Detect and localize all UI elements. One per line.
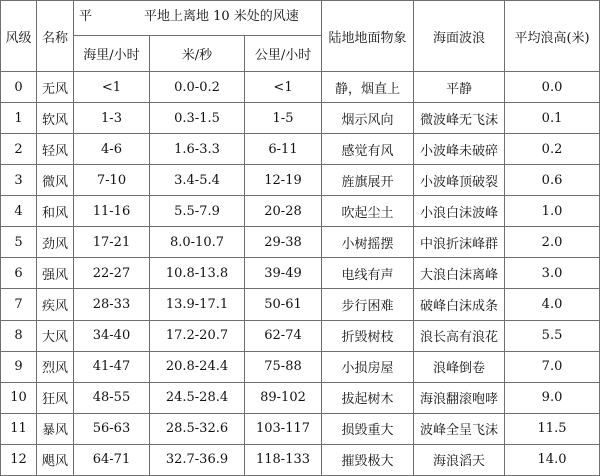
cell-wave: 0.2 bbox=[505, 134, 600, 165]
cell-knots: 11-16 bbox=[74, 196, 150, 227]
cell-mps: 10.8-13.8 bbox=[150, 258, 245, 289]
cell-knots: 56-63 bbox=[74, 413, 150, 444]
cell-mps: 20.8-24.4 bbox=[150, 351, 245, 382]
table-row bbox=[1, 320, 600, 351]
cell-wave: 0.0 bbox=[505, 72, 600, 103]
cell-wave: 2.0 bbox=[505, 227, 600, 258]
cell-kmh: 89-102 bbox=[245, 382, 322, 413]
cell-level: 7 bbox=[1, 289, 37, 320]
cell-level: 12 bbox=[1, 444, 37, 475]
table-row bbox=[1, 444, 600, 475]
cell-level: 1 bbox=[1, 103, 37, 134]
cell-land: 感觉有风 bbox=[322, 134, 414, 165]
cell-knots: 41-47 bbox=[74, 351, 150, 382]
cell-land: 静，烟直上 bbox=[322, 72, 414, 103]
table-row bbox=[1, 258, 600, 289]
cell-land: 摧毁极大 bbox=[322, 444, 414, 475]
cell-land: 小损房屋 bbox=[322, 351, 414, 382]
cell-level: 8 bbox=[1, 320, 37, 351]
header-wave: 平均浪高(米) bbox=[505, 1, 600, 72]
cell-kmh: 62-74 bbox=[245, 320, 322, 351]
cell-wave: 3.0 bbox=[505, 258, 600, 289]
cell-mps: 24.5-28.4 bbox=[150, 382, 245, 413]
cell-mps: 28.5-32.6 bbox=[150, 413, 245, 444]
cell-kmh: 6-11 bbox=[245, 134, 322, 165]
cell-name: 暴风 bbox=[37, 413, 74, 444]
cell-knots: 28-33 bbox=[74, 289, 150, 320]
cell-mps: 5.5-7.9 bbox=[150, 196, 245, 227]
header-speed-title: 平地上离地 10 米处的风速 bbox=[144, 9, 299, 24]
cell-knots: <1 bbox=[74, 72, 150, 103]
cell-name: 大风 bbox=[37, 320, 74, 351]
table-row bbox=[1, 72, 600, 103]
table-row bbox=[1, 382, 600, 413]
header-sea: 海面波浪 bbox=[414, 1, 505, 72]
cell-kmh: <1 bbox=[245, 72, 322, 103]
cell-sea: 大浪白沫离峰 bbox=[414, 258, 505, 289]
cell-sea: 小波峰顶破裂 bbox=[414, 165, 505, 196]
cell-name: 轻风 bbox=[37, 134, 74, 165]
cell-knots: 48-55 bbox=[74, 382, 150, 413]
header-land: 陆地地面物象 bbox=[322, 1, 414, 72]
cell-kmh: 103-117 bbox=[245, 413, 322, 444]
cell-knots: 1-3 bbox=[74, 103, 150, 134]
cell-land: 损毁重大 bbox=[322, 413, 414, 444]
cell-mps: 13.9-17.1 bbox=[150, 289, 245, 320]
header-speed-group bbox=[74, 1, 322, 36]
cell-knots: 64-71 bbox=[74, 444, 150, 475]
table-row bbox=[1, 196, 600, 227]
cell-kmh: 75-88 bbox=[245, 351, 322, 382]
cell-wave: 14.0 bbox=[505, 444, 600, 475]
cell-level: 5 bbox=[1, 227, 37, 258]
cell-mps: 32.7-36.9 bbox=[150, 444, 245, 475]
cell-knots: 17-21 bbox=[74, 227, 150, 258]
cell-wave: 1.0 bbox=[505, 196, 600, 227]
cell-name: 烈风 bbox=[37, 351, 74, 382]
cell-land: 烟示风向 bbox=[322, 103, 414, 134]
header-knots: 海里/小时 bbox=[74, 36, 150, 72]
cell-land: 拔起树木 bbox=[322, 382, 414, 413]
cell-level: 11 bbox=[1, 413, 37, 444]
cell-level: 10 bbox=[1, 382, 37, 413]
cell-name: 软风 bbox=[37, 103, 74, 134]
cell-sea: 破峰白沫成条 bbox=[414, 289, 505, 320]
table-row bbox=[1, 227, 600, 258]
cell-name: 狂风 bbox=[37, 382, 74, 413]
cell-kmh: 50-61 bbox=[245, 289, 322, 320]
cell-mps: 0.3-1.5 bbox=[150, 103, 245, 134]
cell-land: 折毁树枝 bbox=[322, 320, 414, 351]
cell-mps: 3.4-5.4 bbox=[150, 165, 245, 196]
header-speed-prefix: 平 bbox=[79, 9, 93, 24]
cell-sea: 小浪白沫波峰 bbox=[414, 196, 505, 227]
cell-level: 4 bbox=[1, 196, 37, 227]
cell-wave: 0.6 bbox=[505, 165, 600, 196]
cell-sea: 微波峰无飞沫 bbox=[414, 103, 505, 134]
header-mps: 米/秒 bbox=[150, 36, 245, 72]
cell-kmh: 118-133 bbox=[245, 444, 322, 475]
cell-land: 小树摇摆 bbox=[322, 227, 414, 258]
cell-level: 0 bbox=[1, 72, 37, 103]
cell-mps: 17.2-20.7 bbox=[150, 320, 245, 351]
cell-name: 劲风 bbox=[37, 227, 74, 258]
cell-knots: 22-27 bbox=[74, 258, 150, 289]
cell-level: 9 bbox=[1, 351, 37, 382]
cell-level: 3 bbox=[1, 165, 37, 196]
cell-land: 步行困难 bbox=[322, 289, 414, 320]
cell-wave: 4.0 bbox=[505, 289, 600, 320]
cell-kmh: 20-28 bbox=[245, 196, 322, 227]
cell-name: 微风 bbox=[37, 165, 74, 196]
cell-mps: 1.6-3.3 bbox=[150, 134, 245, 165]
cell-name: 和风 bbox=[37, 196, 74, 227]
cell-mps: 8.0-10.7 bbox=[150, 227, 245, 258]
header-level: 风级 bbox=[1, 1, 37, 72]
table-row bbox=[1, 134, 600, 165]
cell-sea: 波峰全呈飞沫 bbox=[414, 413, 505, 444]
cell-sea: 海浪翻滚咆哮 bbox=[414, 382, 505, 413]
cell-wave: 0.1 bbox=[505, 103, 600, 134]
cell-knots: 4-6 bbox=[74, 134, 150, 165]
cell-wave: 9.0 bbox=[505, 382, 600, 413]
table-row bbox=[1, 103, 600, 134]
cell-land: 旌旗展开 bbox=[322, 165, 414, 196]
cell-sea: 海浪滔天 bbox=[414, 444, 505, 475]
cell-land: 电线有声 bbox=[322, 258, 414, 289]
table-row bbox=[1, 289, 600, 320]
cell-sea: 浪长高有浪花 bbox=[414, 320, 505, 351]
cell-kmh: 29-38 bbox=[245, 227, 322, 258]
cell-level: 6 bbox=[1, 258, 37, 289]
cell-wave: 5.5 bbox=[505, 320, 600, 351]
cell-kmh: 12-19 bbox=[245, 165, 322, 196]
cell-sea: 平静 bbox=[414, 72, 505, 103]
cell-wave: 11.5 bbox=[505, 413, 600, 444]
cell-knots: 7-10 bbox=[74, 165, 150, 196]
cell-mps: 0.0-0.2 bbox=[150, 72, 245, 103]
cell-name: 无风 bbox=[37, 72, 74, 103]
cell-sea: 浪峰倒卷 bbox=[414, 351, 505, 382]
cell-sea: 中浪折沫峰群 bbox=[414, 227, 505, 258]
header-kmh: 公里/小时 bbox=[245, 36, 322, 72]
cell-wave: 7.0 bbox=[505, 351, 600, 382]
cell-kmh: 1-5 bbox=[245, 103, 322, 134]
cell-sea: 小波峰未破碎 bbox=[414, 134, 505, 165]
cell-name: 飓风 bbox=[37, 444, 74, 475]
header-name: 名称 bbox=[37, 1, 74, 72]
table-row bbox=[1, 165, 600, 196]
table-row bbox=[1, 351, 600, 382]
cell-knots: 34-40 bbox=[74, 320, 150, 351]
cell-kmh: 39-49 bbox=[245, 258, 322, 289]
cell-land: 吹起尘土 bbox=[322, 196, 414, 227]
cell-name: 强风 bbox=[37, 258, 74, 289]
cell-level: 2 bbox=[1, 134, 37, 165]
table-row bbox=[1, 413, 600, 444]
cell-name: 疾风 bbox=[37, 289, 74, 320]
